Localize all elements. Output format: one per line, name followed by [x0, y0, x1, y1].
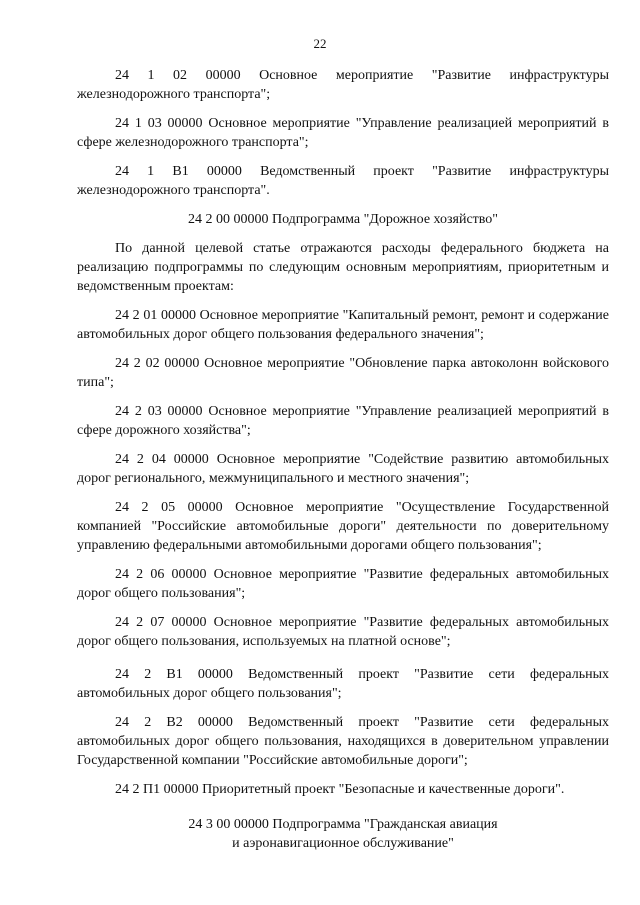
- budget-item-24-2-05: 24 2 05 00000 Основное мероприятие "Осуществление Государственной компанией "Российские автомобильные дороги" деятельности по доверительному управлению федеральными автомобильными дорогами общего пользования";: [77, 500, 609, 553]
- budget-item-24-2-01: 24 2 01 00000 Основное мероприятие "Капитальный ремонт, ремонт и содержание автомобильных дорог общего пользования федерального значения";: [77, 308, 609, 342]
- budget-item-24-2-p1: 24 2 П1 00000 Приоритетный проект "Безопасные и качественные дороги".: [115, 782, 565, 797]
- budget-item-24-2-b2: 24 2 B2 00000 Ведомственный проект "Развитие сети федеральных автомобильных дорог общего пользования, находящихся в доверительном управлении Государственной компании "Российские автомобильные дороги";: [77, 715, 609, 768]
- budget-item-24-1-b1: 24 1 B1 00000 Ведомственный проект "Развитие инфраструктуры железнодорожного транспорта".: [77, 164, 609, 198]
- document-body: [77, 66, 609, 863]
- subprogram-heading-24-3-line1: 24 3 00 00000 Подпрограмма "Гражданская авиация: [188, 817, 498, 832]
- budget-item-24-2-04: 24 2 04 00000 Основное мероприятие "Содействие развитию автомобильных дорог регионального, межмуниципального и местного значения";: [77, 452, 609, 486]
- budget-item-24-2-02: 24 2 02 00000 Основное мероприятие "Обновление парка автоколонн войскового типа";: [77, 356, 609, 390]
- subprogram-heading-24-3: [77, 815, 609, 853]
- budget-item-24-2-07: 24 2 07 00000 Основное мероприятие "Развитие федеральных автомобильных дорог общего пользования, используемых на платной основе";: [77, 615, 609, 649]
- budget-item-24-1-02: 24 1 02 00000 Основное мероприятие "Развитие инфраструктуры железнодорожного транспорта";: [77, 68, 609, 102]
- budget-item-24-1-03: 24 1 03 00000 Основное мероприятие "Управление реализацией мероприятий в сфере железнодорожного транспорта";: [77, 116, 609, 150]
- subprogram-intro: По данной целевой статье отражаются расходы федерального бюджета на реализацию подпрограммы по следующим основным мероприятиям, приоритетным и ведомственным проектам:: [77, 241, 609, 294]
- budget-item-24-2-06: 24 2 06 00000 Основное мероприятие "Развитие федеральных автомобильных дорог общего пользования";: [77, 567, 609, 601]
- budget-item-24-2-03: 24 2 03 00000 Основное мероприятие "Управление реализацией мероприятий в сфере дорожного хозяйства";: [77, 404, 609, 438]
- subprogram-heading-24-2: 24 2 00 00000 Подпрограмма "Дорожное хозяйство": [187, 212, 499, 227]
- budget-item-24-2-b1: 24 2 B1 00000 Ведомственный проект "Развитие сети федеральных автомобильных дорог общего пользования";: [77, 667, 609, 701]
- page-number: 22: [313, 36, 327, 51]
- subprogram-heading-24-3-line2: и аэронавигационное обслуживание": [232, 836, 454, 851]
